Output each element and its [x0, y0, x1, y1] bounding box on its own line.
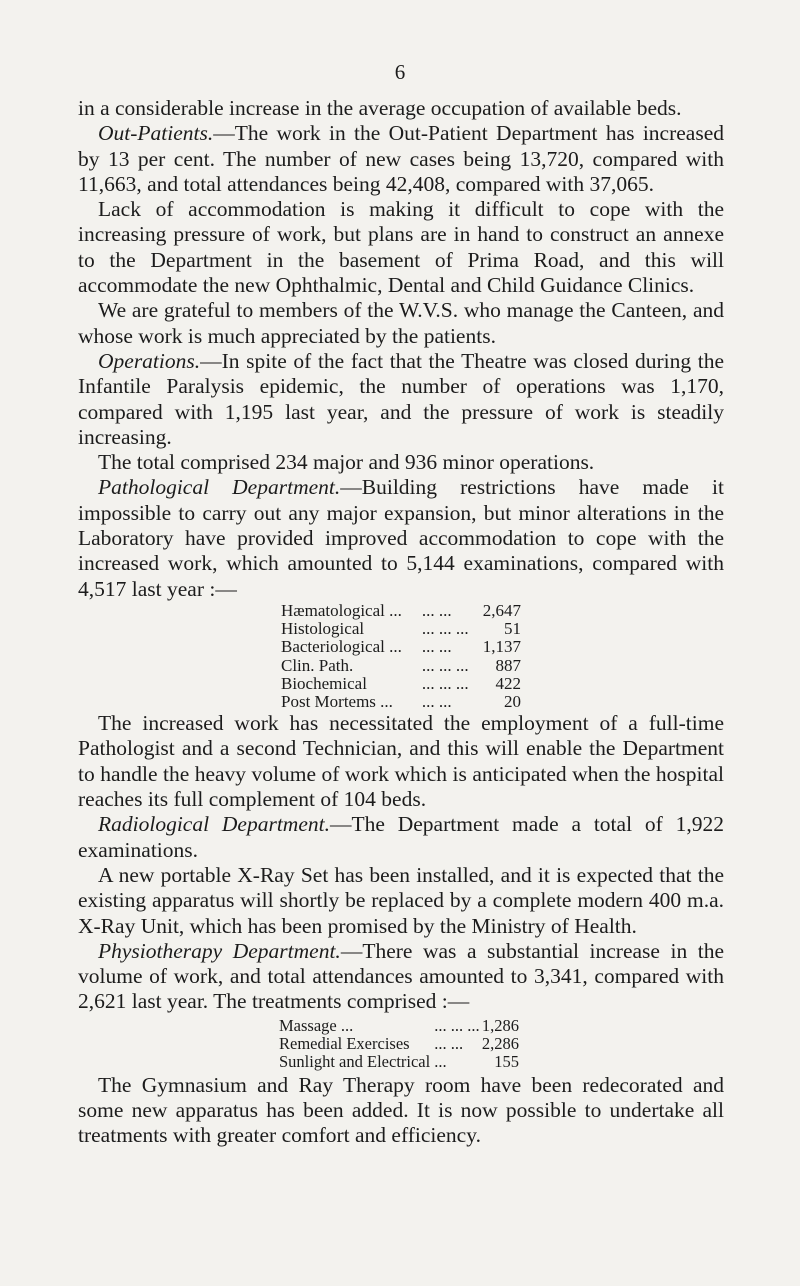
table-row	[279, 1035, 519, 1053]
row-value: 422	[495, 673, 521, 693]
row-dots: ... ... ...	[421, 619, 469, 639]
row-value: 20	[504, 691, 521, 711]
row-dots: ... ... ...	[421, 673, 469, 693]
row-label: Remedial Exercises	[279, 1033, 410, 1053]
physiotherapy-paragraph	[78, 939, 724, 1015]
page-number: 6	[394, 60, 406, 84]
row-label: Sunlight and Electrical	[279, 1051, 431, 1071]
intro-paragraph: in a considerable increase in the average occupation of available beds.	[78, 96, 682, 120]
row-value: 51	[504, 619, 521, 639]
row-label: Biochemical	[281, 673, 367, 693]
row-value: 155	[494, 1051, 519, 1071]
table-row	[281, 693, 521, 711]
row-value: 887	[495, 655, 521, 675]
operations-heading: Operations.	[98, 348, 201, 373]
pathology-table	[281, 602, 521, 711]
table-row	[281, 675, 521, 693]
outpatients-paragraph	[78, 121, 724, 197]
table-row	[281, 638, 521, 656]
operations-paragraph	[78, 349, 724, 450]
outpatients-heading: Out-Patients.	[98, 121, 214, 146]
table-row	[279, 1053, 519, 1071]
row-label: Post Mortems ...	[281, 691, 393, 711]
radiological-heading: Radiological Department.	[98, 812, 330, 837]
table-row	[281, 602, 521, 620]
pathological-paragraph	[78, 475, 724, 601]
row-label: Clin. Path.	[281, 655, 354, 675]
pathological-text: —Building restrictions have made it impossible to carry out any major expansion, but minor alterations in the Laboratory have provided improved accommodation to cope with the increased work, which amounted to 5,144 examinations, compared with 4,517 last year :—	[78, 475, 724, 601]
row-dots: ... ...	[421, 691, 452, 711]
outpatients-text: —The work in the Out-Patient Department has increased by 13 per cent. The number of new cases being 13,720, compared with 11,663, and total attendances being 42,408, compared with 37,065.	[78, 121, 724, 196]
wvs-paragraph: We are grateful to members of the W.V.S. who manage the Canteen, and whose work is much appreciated by the patients.	[78, 298, 724, 348]
row-dots: ... ...	[421, 637, 452, 657]
table-row	[281, 657, 521, 675]
physio-table	[279, 1017, 519, 1071]
row-dots: ... ... ...	[434, 1015, 480, 1035]
row-label: Bacteriological ...	[281, 637, 402, 657]
radiological-paragraph	[78, 812, 724, 863]
row-dots: ... ... ...	[421, 655, 469, 675]
xray-paragraph: A new portable X-Ray Set has been installed, and it is expected that the existing apparatus will shortly be replaced by a complete modern 400 m.a. X-Ray Unit, which has been promised by the Ministry of Health.	[78, 862, 724, 938]
accommodation-paragraph: Lack of accommodation is making it difficult to cope with the increasing pressure of work, but plans are in hand to construct an annexe to the Department in the basement of Prima Road, and this will accommodate the new Ophthalmic, Dental and Child Guidance Clinics.	[78, 197, 724, 298]
radiological-text: —The Department made a total of 1,922 examinations.	[78, 812, 724, 862]
gymnasium-paragraph: The Gymnasium and Ray Therapy room have been redecorated and some new apparatus has been added. It is now possible to undertake all treatments with greater comfort and efficiency.	[78, 1072, 724, 1148]
table-row	[281, 620, 521, 638]
row-value: 2,286	[481, 1033, 519, 1053]
row-label: Hæmatological ...	[281, 600, 402, 620]
pathologist-paragraph: The increased work has necessitated the employment of a full-time Pathologist and a second Technician, and this will enable the Department to handle the heavy volume of work which is anticipated when the hospital reaches its full complement of 104 beds.	[78, 711, 724, 812]
pathological-heading: Pathological Department.	[98, 475, 341, 500]
physiotherapy-heading: Physiotherapy Department.	[98, 938, 341, 963]
row-value: 1,137	[482, 637, 521, 657]
physiotherapy-text: —There was a substantial increase in the volume of work, and total attendances amounted to 3,341, compared with 2,621 last year. The treatments comprised :—	[78, 938, 724, 1014]
row-label: Histological	[281, 619, 365, 639]
operations-text: —In spite of the fact that the Theatre was closed during the Infantile Paralysis epidemic, the number of operations was 1,170, compared with 1,195 last year, and the pressure of work is steadily increasing.	[78, 348, 724, 449]
row-label: Massage ...	[279, 1015, 354, 1035]
row-dots: ...	[434, 1051, 447, 1071]
row-dots: ... ...	[421, 600, 452, 620]
operations-total-paragraph: The total comprised 234 major and 936 minor operations.	[98, 450, 595, 475]
row-value: 1,286	[481, 1015, 519, 1035]
table-row	[279, 1017, 519, 1035]
row-dots: ... ...	[434, 1033, 464, 1053]
page-body	[78, 96, 724, 1149]
row-value: 2,647	[482, 600, 521, 620]
